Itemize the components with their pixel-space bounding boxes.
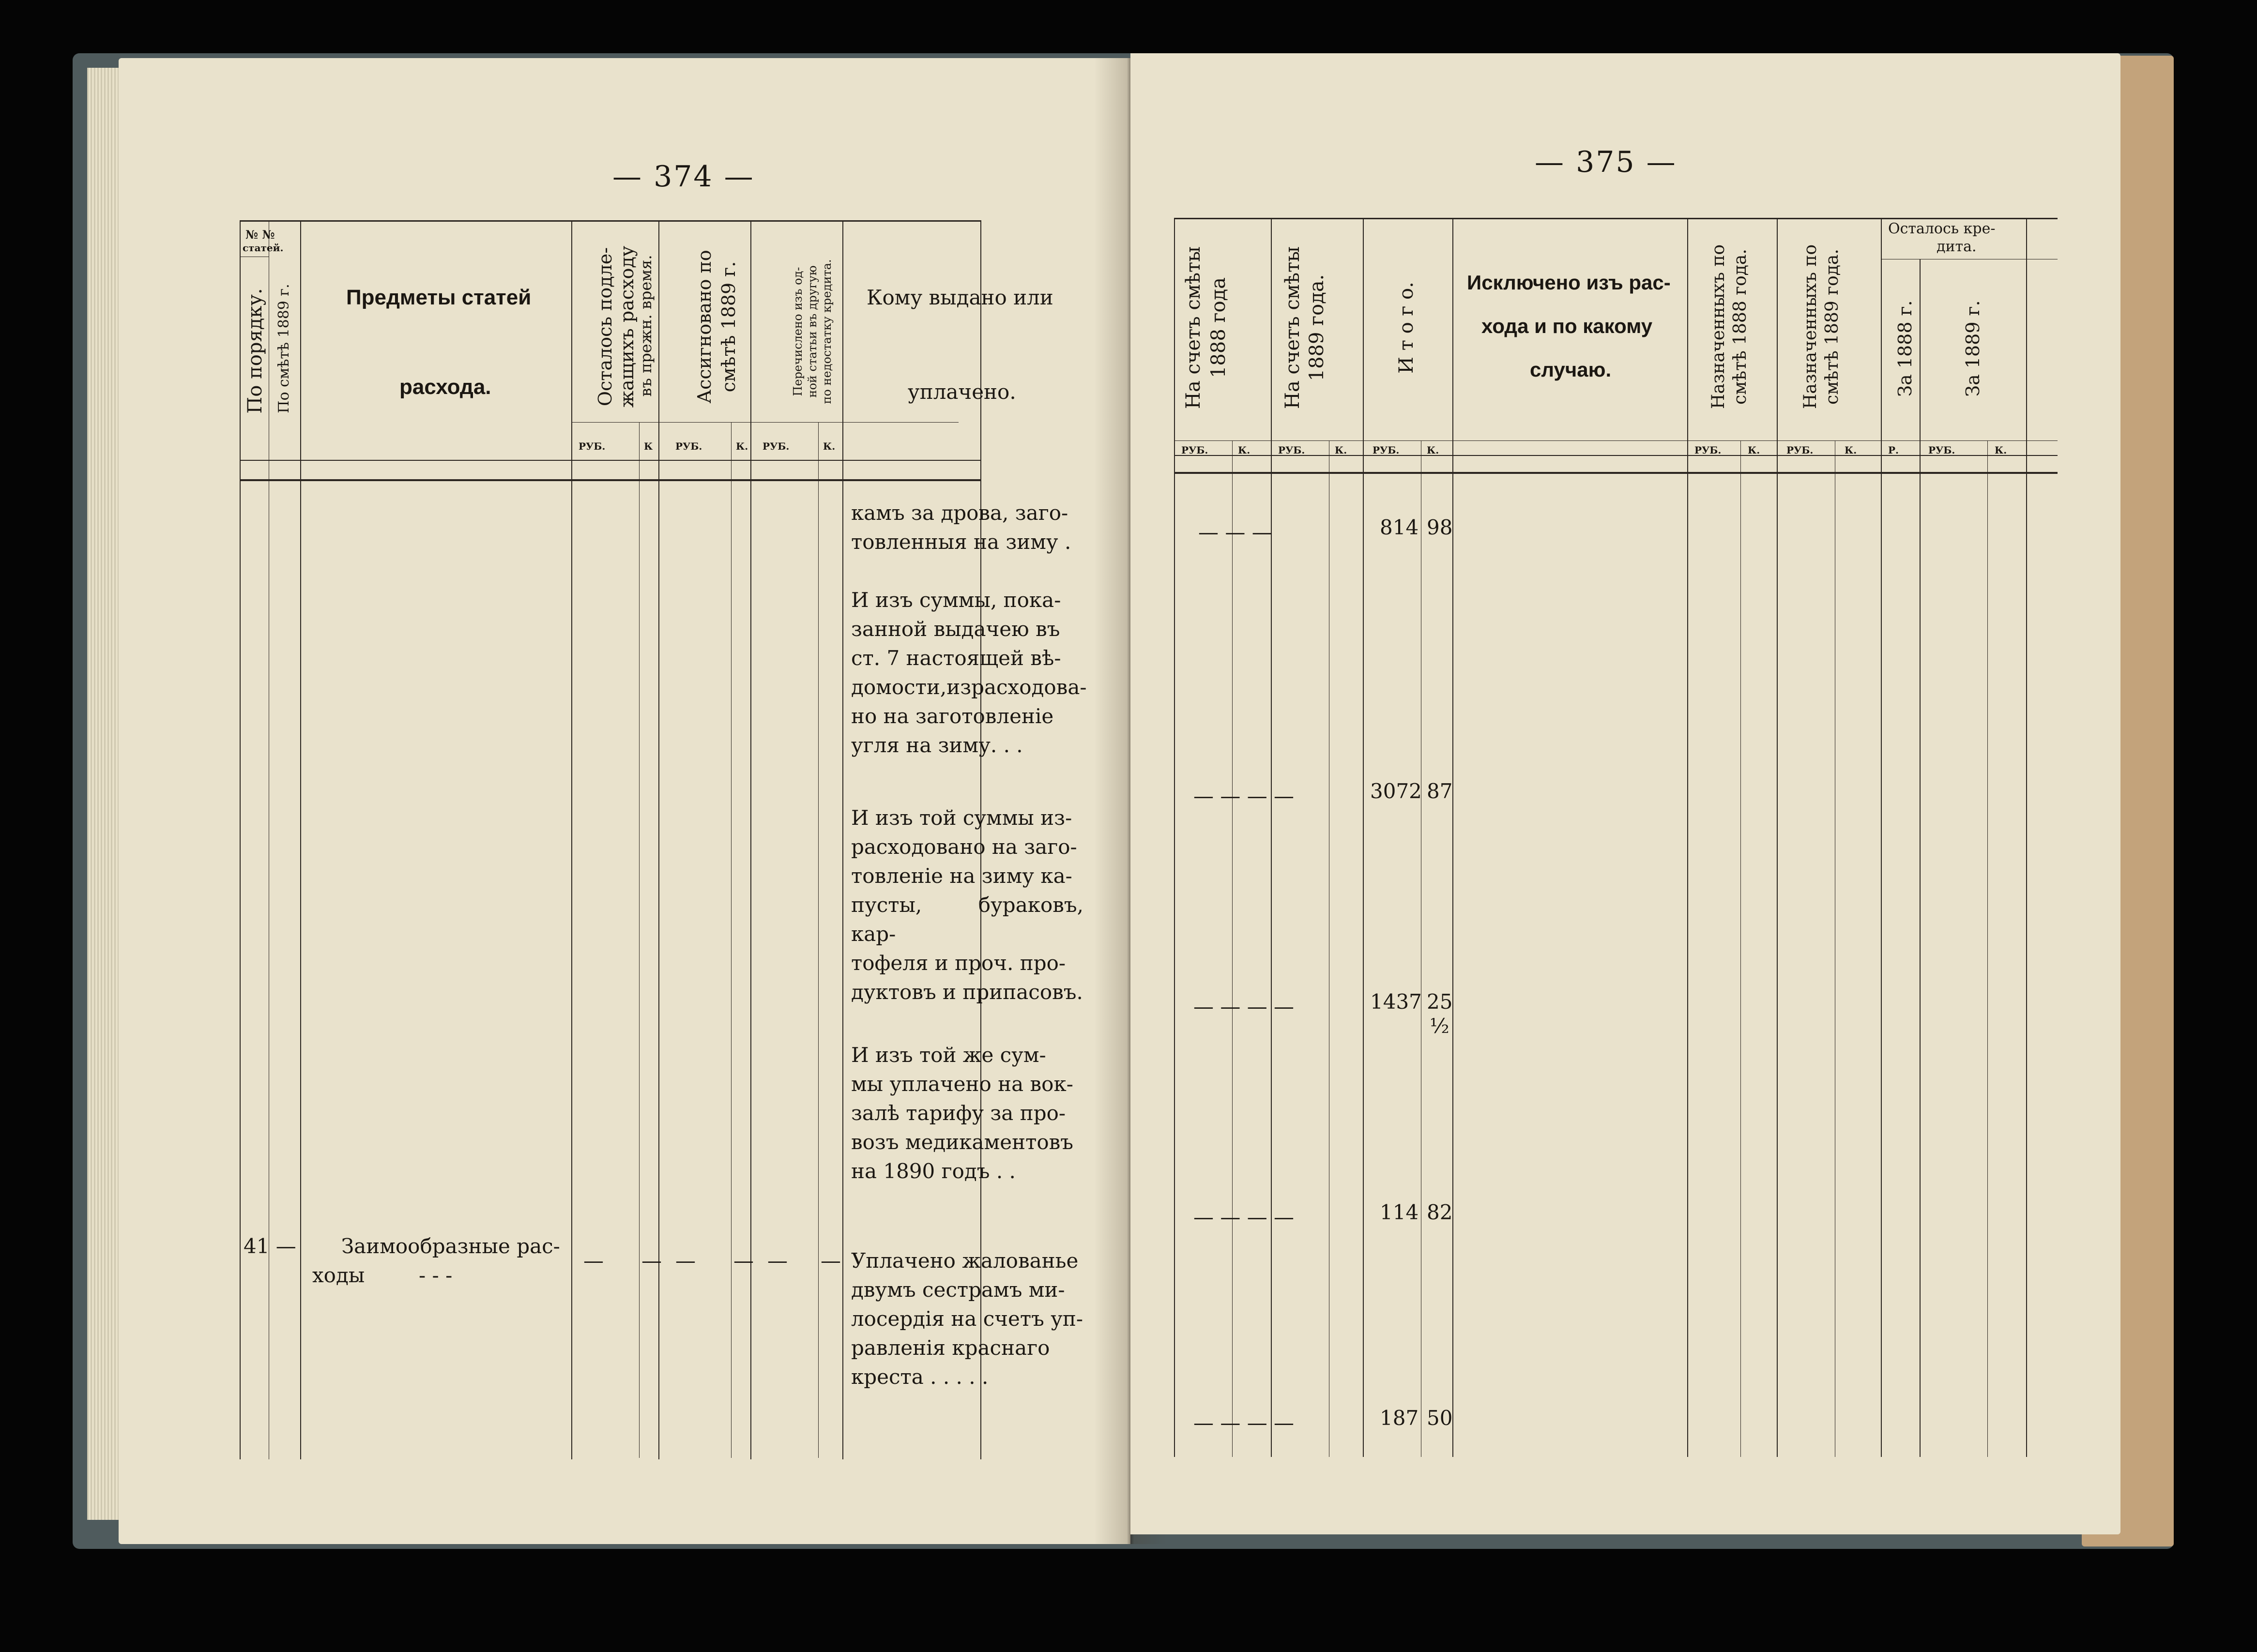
unit-kop: К. [1845,444,1857,456]
dash: — [583,1249,604,1273]
header-iskl-1: Исключено изъ рас- [1467,271,1671,294]
row-kop: 82 [1427,1200,1453,1224]
unit-kop: К. [736,440,748,452]
header-schet-1888-2: 1888 года [1207,277,1230,379]
row-dashes: — — — — [1193,784,1295,808]
left-page [119,58,1130,1544]
row-fraction: ½ [1430,1014,1449,1038]
dash: — [821,1249,841,1273]
unit-kop: К. [1238,444,1250,456]
header-iskl-2: хода и по какому [1481,315,1653,337]
header-perech-3: по недостатку кредита. [820,259,834,404]
header-naz-1888-1: Назначенныхъ по [1708,244,1728,409]
header-naz-1889-2: смѣтѣ 1889 года. [1822,249,1842,405]
row-dashes: — — — — [1193,1205,1295,1229]
header-schet-1888-1: На счетъ смѣты [1182,246,1205,409]
dash: — [733,1249,754,1273]
row-kop: 50 [1427,1406,1453,1430]
row-41-subject: ходы [312,1263,365,1287]
row-41-dashes: - - - [419,1263,453,1287]
header-assign-2: смѣтѣ 1889 г. [718,261,739,393]
header-ostalos-kred-2: дита. [1937,238,1977,255]
unit-kop: К. [1995,444,2007,456]
unit-rub: РУБ. [1928,444,1955,456]
header-ostalos-1: Осталось подле- [595,247,616,407]
header-subjects-1: Предметы статей [346,286,532,309]
header-perech-1: Перечислено изъ од- [791,267,805,396]
unit-rub: РУБ. [1278,444,1305,456]
header-nn: № № [245,227,275,242]
unit-kop: К. [1335,444,1347,456]
row-dashes: — — — — [1193,1411,1295,1435]
unit-rub: РУБ. [675,440,702,452]
row-41-subject: Заимообразные рас- [341,1234,560,1258]
unit-rub: РУБ. [579,440,606,452]
entry-4: И изъ той же сум- мы уплачено на вок- залѣ тарифу за про- возъ медикаментовъ на 1890 годъ . . [851,1043,1073,1183]
row-rub: 3072 [1370,779,1422,803]
header-subjects-2: расхода. [399,375,491,399]
header-schet-1889-2: 1889 года. [1306,274,1328,381]
header-po-poryadku: По порядку. [244,288,266,414]
header-po-smete: По смѣтѣ 1889 г. [275,284,292,413]
header-za-1888: За 1888 г. [1894,300,1916,397]
page-number: — 375 — [1535,145,1677,179]
row-kop: 98 [1427,515,1453,539]
entry-3: И изъ той суммы из- расходовано на заго- товленіе на зиму ка- пусты, бураковъ, кар- тофеля и проч. про- дуктовъ и припасовъ. [851,806,1083,1004]
dash: — [675,1249,696,1273]
right-page [1130,53,2120,1534]
row-dashes: — — — [1198,520,1272,544]
row-41-number: 41 — [244,1234,296,1258]
unit-rub: РУБ. [1372,444,1400,456]
unit-rub: РУБ. [1786,444,1814,456]
unit-kop: К. [1748,444,1760,456]
header-assign-1: Ассигновано по [694,250,715,404]
row-rub: 1437 [1370,990,1422,1014]
header-schet-1889-1: На счетъ смѣты [1281,246,1304,409]
header-ostalos-kred-1: Осталось кре- [1888,220,1996,237]
entry-2: И изъ суммы, пока- занной выдачею въ ст. 7 настоящей вѣ- домости,израсходова- но на заготовленіе угля на зиму. . . [851,588,1087,757]
row-kop: 87 [1427,779,1453,803]
header-perech-2: ной статьи въ другую [806,265,819,398]
row-kop: 25 [1427,990,1453,1014]
dash: — [641,1249,662,1273]
header-ostalos-2: жащихъ расходу [616,245,638,408]
header-za-1889: За 1889 г. [1962,300,1983,397]
entry-5: Уплачено жалованье двумъ сестрамъ ми- лосердія на счетъ уп- равленія краснаго креста . . . . . [851,1249,1083,1389]
header-itogo: И т о г о. [1395,282,1418,374]
page-number: — 374 — [612,160,755,194]
header-komu-1: Кому выдано или [867,286,1053,309]
unit-kop: К. [823,440,836,452]
unit-rub: РУБ. [1181,444,1208,456]
header-naz-1889-1: Назначенныхъ по [1800,244,1820,409]
row-rub: 814 [1380,515,1419,539]
unit-kop: К [644,440,653,452]
header-naz-1888-2: смѣтѣ 1888 года. [1730,249,1750,405]
header-statei: статей. [243,242,284,254]
entry-1: камъ за дрова, заго- товленныя на зиму . [851,501,1071,554]
unit-rub: РУБ. [1694,444,1722,456]
row-rub: 187 [1380,1406,1419,1430]
unit-rub: РУБ. [762,440,790,452]
unit-r: Р. [1888,444,1899,456]
header-ostalos-3: въ прежн. время. [637,255,655,397]
dash: — [767,1249,788,1273]
header-komu-2: уплачено. [908,380,1016,404]
header-iskl-3: случаю. [1530,358,1612,381]
row-dashes: — — — — [1193,995,1295,1018]
row-rub: 114 [1380,1200,1419,1224]
unit-kop: К. [1427,444,1439,456]
